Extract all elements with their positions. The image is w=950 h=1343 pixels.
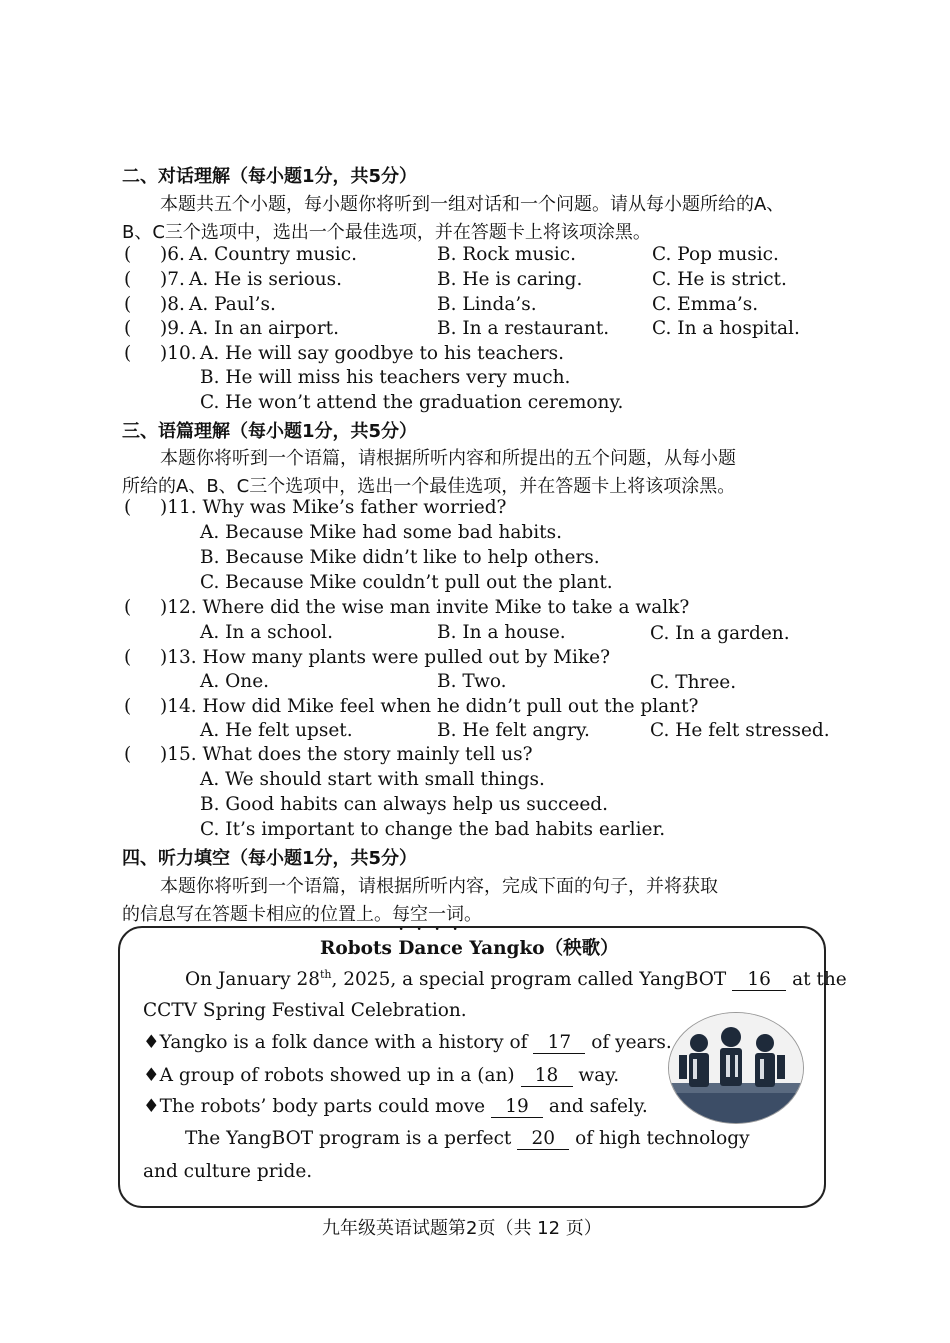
intro-text-end: 。 bbox=[464, 904, 482, 925]
option-b: B. In a restaurant. bbox=[437, 318, 610, 339]
option-c: C. It’s important to change the bad habits earlier. bbox=[200, 819, 666, 840]
option-a: A. Paul’s. bbox=[189, 294, 276, 315]
answer-paren[interactable]: ( bbox=[124, 343, 132, 364]
text: of high technology bbox=[575, 1128, 750, 1149]
box-line-3 bbox=[143, 1032, 672, 1054]
option-c: C. In a garden. bbox=[650, 623, 790, 644]
option-a: A. In a school. bbox=[200, 622, 333, 643]
intro-text: 的信息写在答题卡相应的位置上。 bbox=[122, 904, 392, 925]
option-a: A. One. bbox=[200, 671, 270, 692]
option-a: A. In an airport. bbox=[189, 318, 339, 339]
box-line-5 bbox=[143, 1096, 648, 1118]
question-number: )10. bbox=[160, 343, 197, 364]
option-c: C. He felt stressed. bbox=[650, 720, 830, 741]
box-title: Robots Dance Yangko（秧歌） bbox=[320, 938, 619, 959]
text: , 2025, a special program called YangBOT bbox=[331, 969, 727, 991]
text: The YangBOT program is a perfect bbox=[185, 1128, 512, 1149]
emphasized-text: 每空一词 bbox=[392, 904, 464, 925]
answer-paren[interactable]: ( bbox=[124, 744, 132, 765]
section-3-heading: 三、语篇理解（每小题1分，共5分） bbox=[122, 421, 418, 442]
box-line-4 bbox=[143, 1065, 619, 1087]
option-c: C. Because Mike couldn’t pull out the plant. bbox=[200, 572, 613, 593]
blank-19[interactable]: 19 bbox=[491, 1096, 543, 1118]
section-3-intro-line2: 所给的A、B、C三个选项中，选出一个最佳选项，并在答题卡上将该项涂黑。 bbox=[122, 476, 736, 497]
option-a: A. He felt upset. bbox=[200, 720, 353, 741]
option-b: B. Because Mike didn’t like to help others. bbox=[200, 547, 600, 568]
answer-paren[interactable]: ( bbox=[124, 294, 132, 315]
blank-17[interactable]: 17 bbox=[533, 1032, 585, 1054]
option-a: A. Country music. bbox=[189, 244, 357, 265]
section-2-intro-line2: B、C三个选项中，选出一个最佳选项，并在答题卡上将该项涂黑。 bbox=[122, 222, 651, 243]
text: of years. bbox=[591, 1032, 672, 1053]
section-4-heading: 四、听力填空（每小题1分，共5分） bbox=[122, 848, 418, 869]
option-b: B. He will miss his teachers very much. bbox=[200, 367, 571, 388]
option-a: A. Because Mike had some bad habits. bbox=[200, 522, 562, 543]
question-number: )9. bbox=[160, 318, 185, 339]
question-stem: )14. How did Mike feel when he didn’t pull out the plant? bbox=[160, 696, 699, 717]
answer-paren[interactable]: ( bbox=[124, 318, 132, 339]
answer-paren[interactable]: ( bbox=[124, 597, 132, 618]
section-2-heading: 二、对话理解（每小题1分，共5分） bbox=[122, 166, 418, 187]
option-c: C. In a hospital. bbox=[652, 318, 800, 339]
option-a: A. He will say goodbye to his teachers. bbox=[200, 343, 565, 364]
answer-paren[interactable]: ( bbox=[124, 244, 132, 265]
option-b: B. Linda’s. bbox=[437, 294, 537, 315]
option-b: B. He felt angry. bbox=[437, 720, 590, 741]
text: and safely. bbox=[548, 1096, 648, 1117]
question-stem: )15. What does the story mainly tell us? bbox=[160, 744, 533, 765]
text: way. bbox=[578, 1065, 620, 1086]
option-b: B. In a house. bbox=[437, 622, 566, 643]
question-number: )6. bbox=[160, 244, 185, 265]
option-c: C. Three. bbox=[650, 672, 737, 693]
box-line-1 bbox=[185, 968, 847, 991]
box-line-7: and culture pride. bbox=[143, 1161, 313, 1182]
section-2-intro-line1: 本题共五个小题，每小题你将听到一组对话和一个问题。请从每小题所给的A、 bbox=[160, 194, 785, 215]
option-c: C. Pop music. bbox=[652, 244, 779, 265]
text: ♦Yangko is a folk dance with a history of bbox=[143, 1032, 528, 1053]
option-b: B. Rock music. bbox=[437, 244, 576, 265]
question-stem: )13. How many plants were pulled out by Mike? bbox=[160, 647, 611, 668]
option-a: A. We should start with small things. bbox=[200, 769, 545, 790]
answer-paren[interactable]: ( bbox=[124, 696, 132, 717]
answer-paren[interactable]: ( bbox=[124, 497, 132, 518]
section-3-intro-line1: 本题你将听到一个语篇，请根据所听内容和所提出的五个问题，从每小题 bbox=[160, 448, 736, 469]
text: ♦A group of robots showed up in a (an) bbox=[143, 1065, 515, 1086]
option-c: C. He is strict. bbox=[652, 269, 787, 290]
robots-dancing-photo bbox=[668, 1012, 804, 1124]
option-c: C. He won’t attend the graduation ceremony. bbox=[200, 392, 624, 413]
question-stem: )12. Where did the wise man invite Mike to take a walk? bbox=[160, 597, 690, 618]
option-b: B. Good habits can always help us succeed. bbox=[200, 794, 609, 815]
text: at the bbox=[792, 969, 847, 991]
superscript: th bbox=[319, 968, 332, 981]
text: On January 28 bbox=[185, 969, 320, 991]
question-stem: )11. Why was Mike’s father worried? bbox=[160, 497, 507, 518]
question-number: )7. bbox=[160, 269, 185, 290]
blank-18[interactable]: 18 bbox=[521, 1065, 573, 1087]
option-b: B. He is caring. bbox=[437, 269, 583, 290]
answer-paren[interactable]: ( bbox=[124, 269, 132, 290]
blank-20[interactable]: 20 bbox=[517, 1128, 569, 1150]
box-line-6 bbox=[185, 1128, 750, 1150]
page-footer: 九年级英语试题第2页（共 12 页） bbox=[322, 1218, 602, 1239]
question-number: )8. bbox=[160, 294, 185, 315]
section-4-intro-line1: 本题你将听到一个语篇，请根据所听内容，完成下面的句子，并将获取 bbox=[160, 876, 718, 897]
answer-paren[interactable]: ( bbox=[124, 647, 132, 668]
text: ♦The robots’ body parts could move bbox=[143, 1096, 486, 1117]
option-c: C. Emma’s. bbox=[652, 294, 759, 315]
blank-16[interactable]: 16 bbox=[732, 969, 786, 991]
box-line-2: CCTV Spring Festival Celebration. bbox=[143, 1000, 467, 1021]
option-a: A. He is serious. bbox=[189, 269, 343, 290]
option-b: B. Two. bbox=[437, 671, 507, 692]
